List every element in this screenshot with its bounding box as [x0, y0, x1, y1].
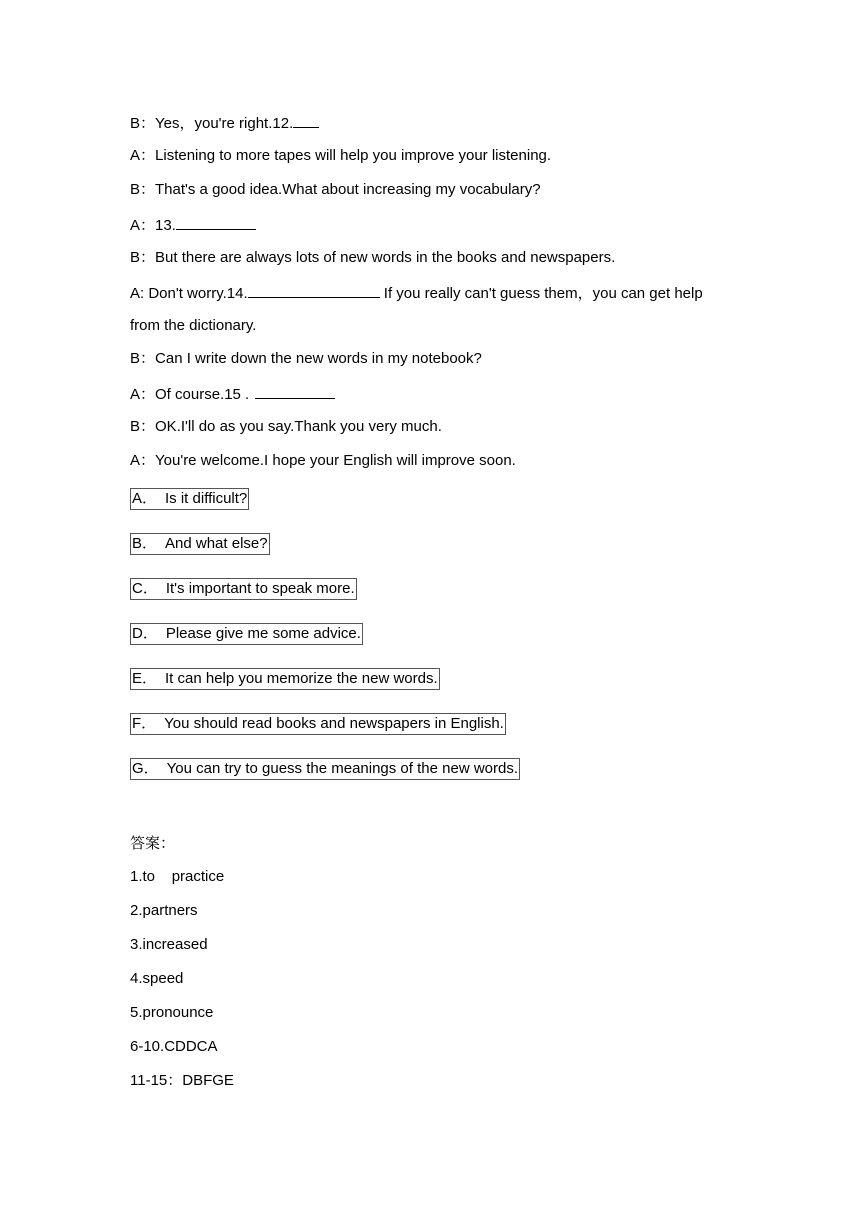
option-letter: C．	[132, 580, 158, 597]
option-letter: E．	[132, 670, 158, 687]
line-text: Of course.15 .	[155, 386, 254, 403]
speaker-label: B：	[130, 181, 156, 198]
option-f	[130, 713, 506, 735]
option-letter: A．	[132, 490, 158, 507]
line-text: OK.I'll do as you say.Thank you very much.	[155, 418, 442, 435]
option-text: You can try to guess the meanings of the new words.	[166, 760, 518, 777]
line-text: Don't worry.14.	[148, 285, 248, 302]
option-text: Is it difficult?	[165, 490, 248, 507]
speaker-label: A：	[130, 386, 156, 403]
option-b	[130, 533, 270, 555]
option-letter: F．	[132, 715, 157, 732]
option-c	[130, 578, 357, 600]
answer-blank-13	[176, 214, 256, 230]
line-text: That's a good idea.What about increasing my vocabulary?	[155, 181, 541, 198]
option-a	[130, 488, 249, 510]
answer-item: 6-10.CDDCA	[130, 1038, 218, 1055]
line-text: from the dictionary.	[130, 317, 257, 334]
option-text: It can help you memorize the new words.	[165, 670, 438, 687]
dialogue-line	[130, 383, 335, 405]
dialogue-line	[130, 417, 442, 437]
speaker-label: A：	[130, 452, 156, 469]
speaker-label: A：	[130, 147, 156, 164]
line-text: 13.	[155, 217, 176, 234]
speaker-label: B：	[130, 418, 156, 435]
line-text: But there are always lots of new words in the books and newspapers.	[155, 249, 616, 266]
dialogue-line	[130, 282, 703, 304]
answers-heading: 答案：	[130, 834, 176, 852]
answer-item: 3.increased	[130, 936, 208, 953]
option-text: You should read books and newspapers in English.	[164, 715, 504, 732]
option-letter: G．	[132, 760, 159, 777]
dialogue-line	[130, 349, 482, 369]
dialogue-line	[130, 180, 541, 200]
option-letter: B．	[132, 535, 158, 552]
answer-item: 11-15：DBFGE	[130, 1072, 234, 1089]
line-text-after: If you really can't guess them，you can get help	[379, 285, 703, 302]
dialogue-line	[130, 214, 256, 236]
answer-blank-15	[255, 383, 335, 399]
answer-item: 4.speed	[130, 970, 184, 987]
dialogue-line	[130, 112, 319, 134]
option-letter: D．	[132, 625, 158, 642]
option-text: And what else?	[165, 535, 268, 552]
answer-item: 5.pronounce	[130, 1004, 214, 1021]
dialogue-line	[130, 451, 516, 471]
answer-item: 1.to practice	[130, 868, 225, 885]
option-g	[130, 758, 520, 780]
answer-blank-12	[293, 112, 319, 128]
dialogue-line	[130, 248, 615, 268]
speaker-label: B：	[130, 249, 156, 266]
speaker-label: A:	[130, 285, 149, 302]
speaker-label: A：	[130, 217, 156, 234]
line-text: You're welcome.I hope your English will improve soon.	[155, 452, 516, 469]
option-d	[130, 623, 363, 645]
line-text: Listening to more tapes will help you improve your listening.	[155, 147, 552, 164]
option-e	[130, 668, 440, 690]
answer-item: 2.partners	[130, 902, 198, 919]
answer-blank-14	[248, 282, 380, 298]
option-text: It's important to speak more.	[165, 580, 355, 597]
dialogue-line	[130, 316, 256, 336]
speaker-label: B：	[130, 115, 156, 132]
option-text: Please give me some advice.	[165, 625, 361, 642]
line-text: Can I write down the new words in my notebook?	[155, 350, 482, 367]
line-text: Yes，you're right.12.	[155, 115, 294, 132]
speaker-label: B：	[130, 350, 156, 367]
dialogue-line	[130, 146, 551, 166]
